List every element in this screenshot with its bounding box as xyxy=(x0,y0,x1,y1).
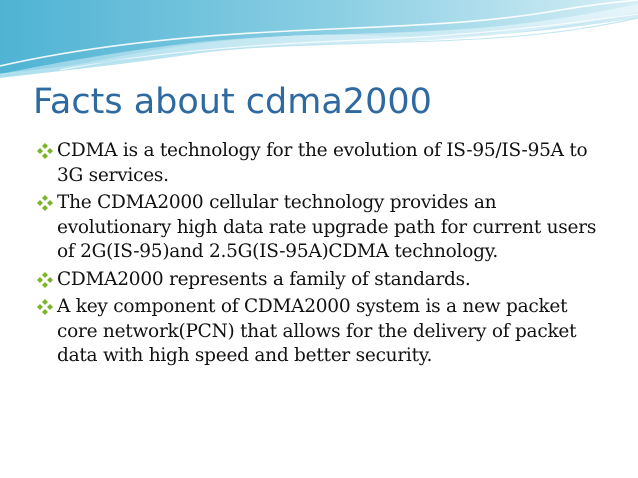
wave-header-decoration xyxy=(0,0,638,80)
bullet-item xyxy=(35,295,610,369)
bullet-list xyxy=(35,139,610,372)
diamond-bullet-icon xyxy=(36,194,54,212)
bullet-item xyxy=(35,191,610,265)
bullet-text: A key component of CDMA2000 system is a new packet core network(PCN) that allows for the delivery of packet data with high speed and better security. xyxy=(57,296,577,366)
bullet-item xyxy=(35,268,610,293)
diamond-bullet-icon xyxy=(36,142,54,160)
bullet-item xyxy=(35,139,610,188)
bullet-text: The CDMA2000 cellular technology provides an evolutionary high data rate upgrade path for current users of 2G(IS-95)and 2.5G(IS-95A)CDMA technology. xyxy=(57,192,597,262)
diamond-bullet-icon xyxy=(36,298,54,316)
diamond-bullet-icon xyxy=(36,271,54,289)
bullet-text: CDMA2000 represents a family of standards. xyxy=(57,268,471,290)
bullet-text: CDMA is a technology for the evolution of IS-95/IS-95A to 3G services. xyxy=(57,140,588,186)
slide-title: Facts about cdma2000 xyxy=(33,82,432,122)
